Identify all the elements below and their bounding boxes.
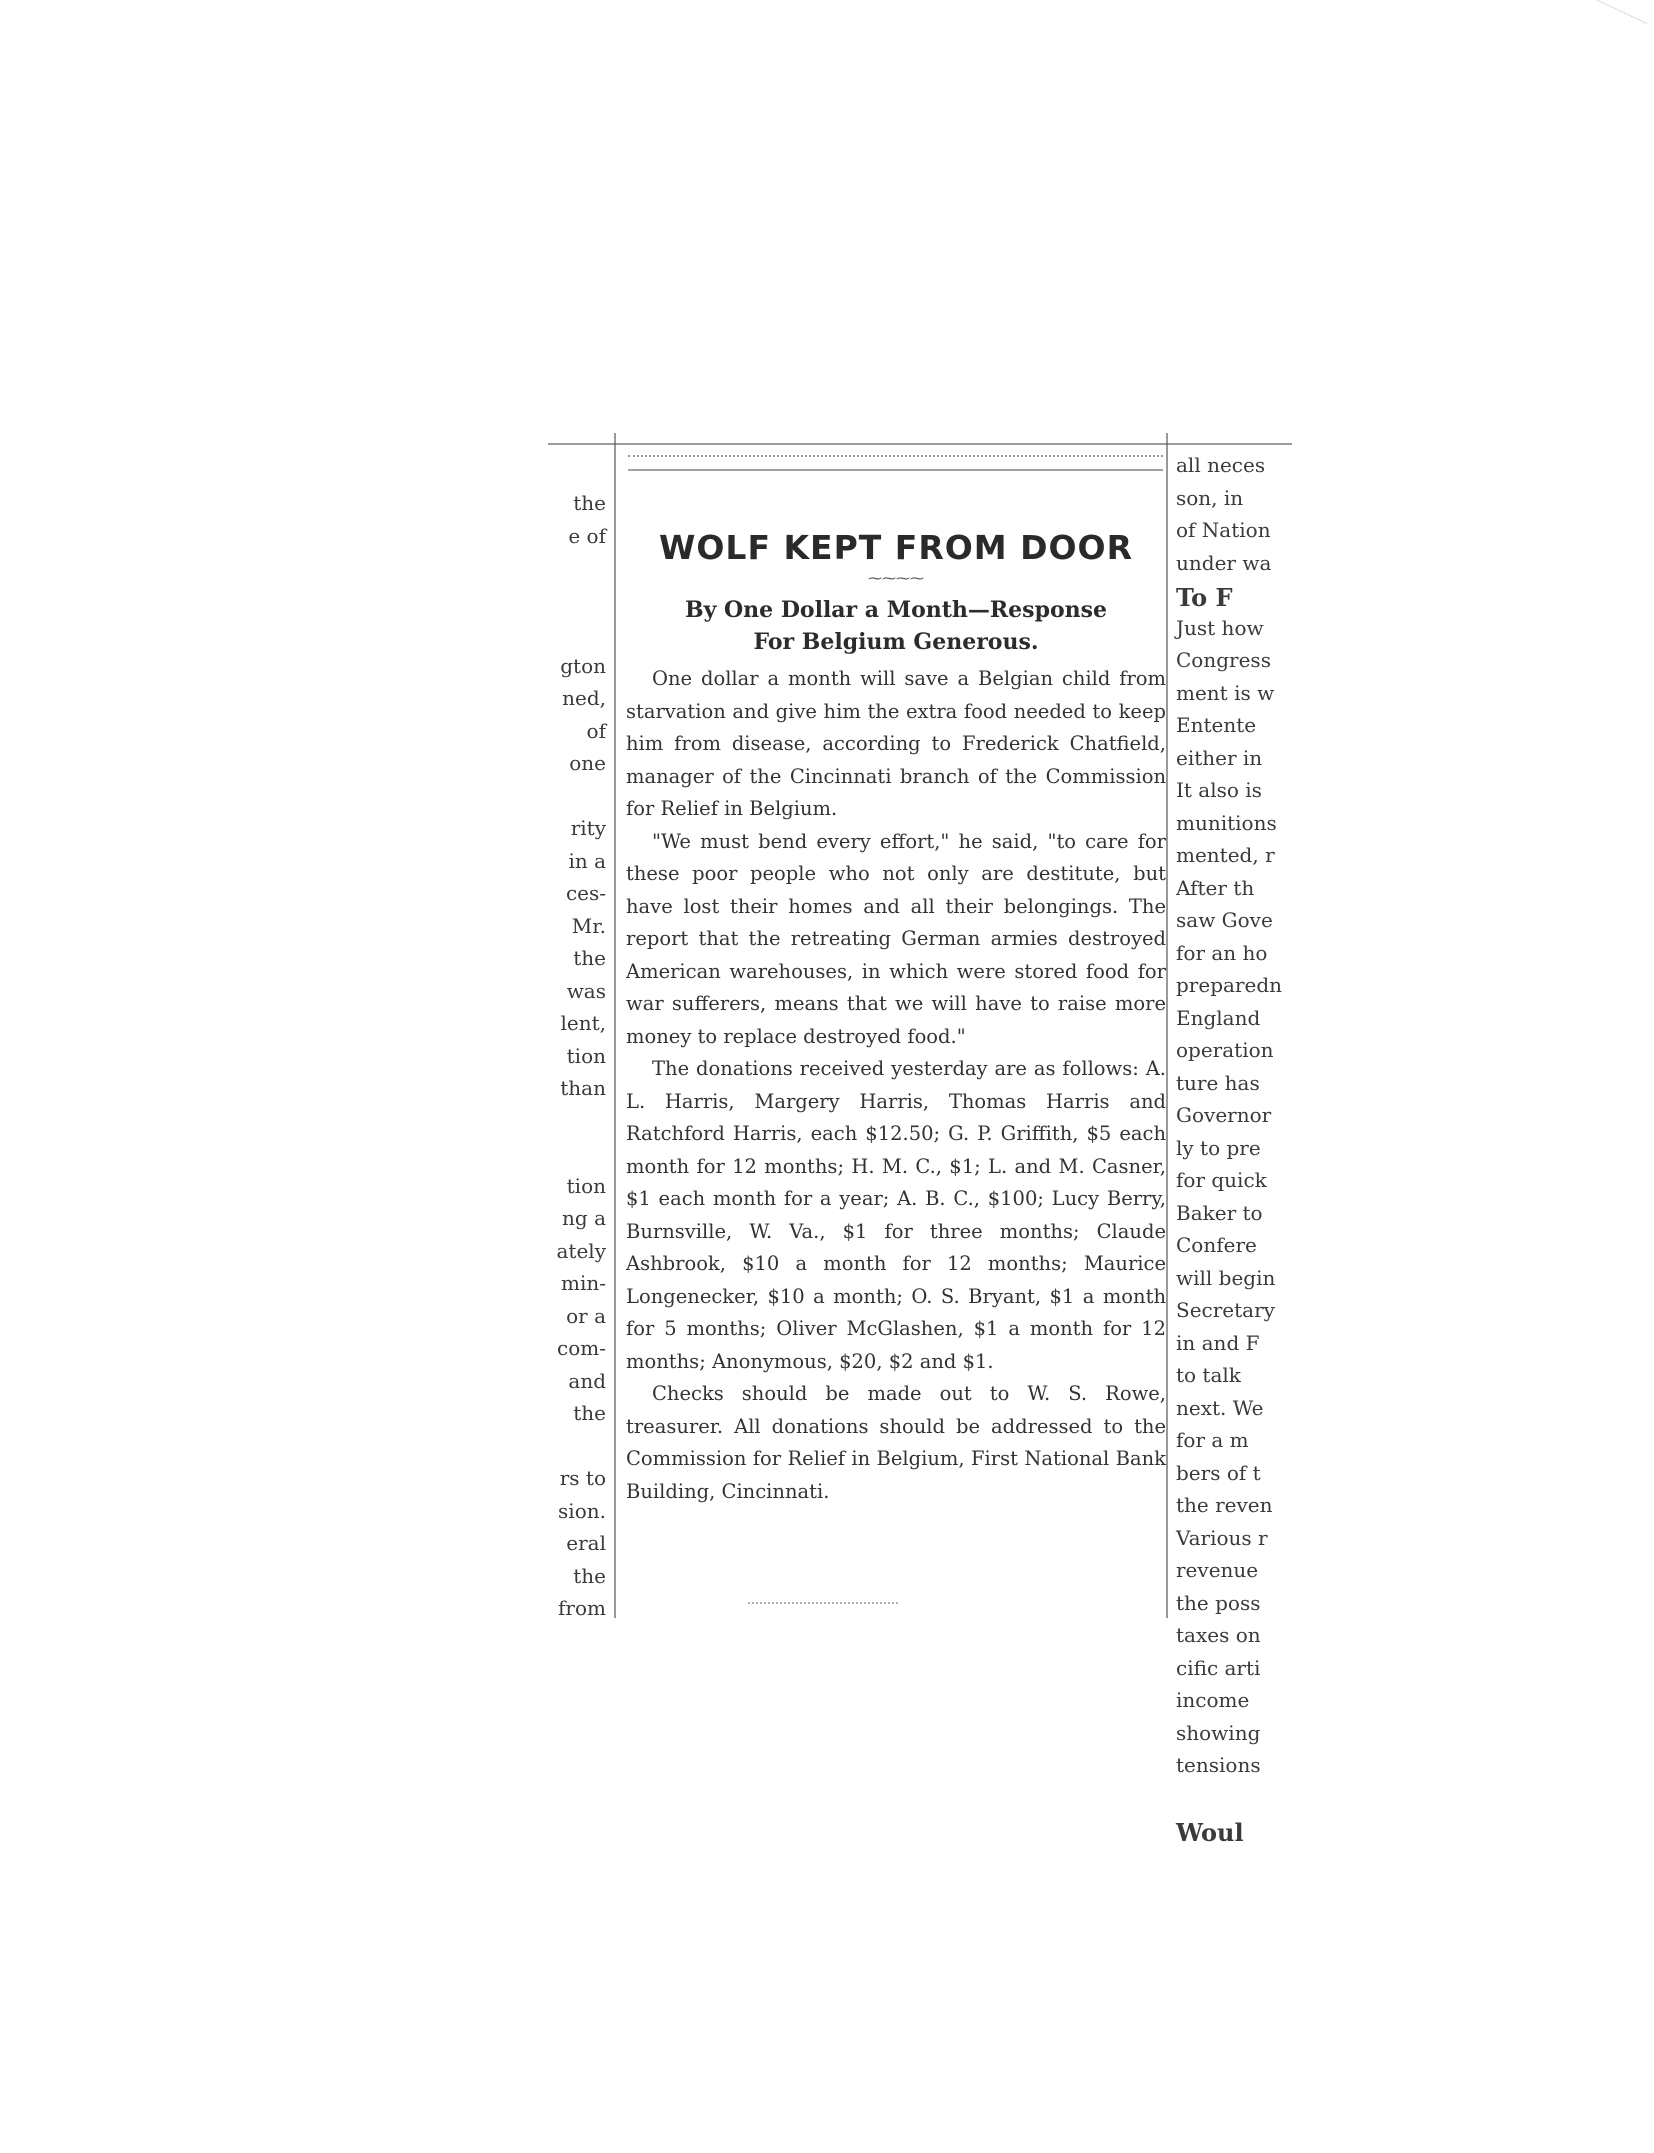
fragment: mented, r: [1176, 843, 1275, 867]
fragment: It also is: [1176, 778, 1262, 802]
fragment: Baker to: [1176, 1200, 1263, 1225]
fragment: tion: [566, 1173, 606, 1198]
fragment: rity: [570, 816, 606, 840]
fragment: for quick: [1176, 1168, 1267, 1192]
fragment: the: [573, 1401, 606, 1425]
fragment: [548, 1109, 610, 1142]
ornamental-rule: [628, 455, 1163, 471]
fragment: the: [573, 946, 606, 970]
fragment: Congress: [1176, 648, 1271, 672]
left-column-fragments: [548, 491, 610, 1629]
fragment-heading: To F: [1176, 583, 1233, 612]
fragment: of: [586, 718, 606, 743]
fragment: cific arti: [1176, 1655, 1261, 1680]
fragment: of Nation: [1176, 518, 1271, 542]
article: [626, 528, 1166, 1508]
fragment: Governor: [1176, 1103, 1272, 1127]
fragment: the: [573, 1563, 606, 1588]
fragment: next. We: [1176, 1395, 1264, 1420]
fragment: After th: [1176, 875, 1255, 900]
fragment: than: [560, 1076, 606, 1100]
fragment: will begin: [1176, 1265, 1276, 1290]
fragment: rs to: [559, 1466, 606, 1490]
fragment: saw Gove: [1176, 908, 1273, 932]
fragment: [548, 1434, 610, 1467]
fragment: in and F: [1176, 1330, 1260, 1355]
fragment: son, in: [1176, 485, 1244, 510]
fragment: gton: [560, 653, 606, 678]
fragment: tion: [566, 1043, 606, 1068]
fragment: com-: [557, 1336, 606, 1360]
scan-speck: [1557, 0, 1647, 60]
fragment: ng a: [562, 1206, 606, 1230]
fragment: ment is w: [1176, 680, 1275, 705]
fragment: Various r: [1176, 1525, 1268, 1550]
fragment: ture has: [1176, 1070, 1260, 1095]
fragment: Just how: [1176, 615, 1264, 640]
fragment: e of: [568, 523, 606, 548]
fragment: for a m: [1176, 1428, 1249, 1452]
fragment: income: [1176, 1688, 1250, 1712]
fragment: showing: [1176, 1720, 1261, 1745]
fragment: [548, 784, 610, 817]
fragment: munitions: [1176, 810, 1277, 835]
fragment-heading: Woul: [1176, 1818, 1244, 1847]
fragment: Confere: [1176, 1233, 1257, 1257]
fragment: ces-: [565, 881, 606, 905]
fragment: [548, 589, 610, 622]
fragment: either in: [1176, 745, 1263, 770]
right-column-fragments: [1170, 453, 1310, 1851]
newspaper-clipping: [548, 433, 1292, 1847]
fragment: to talk: [1176, 1363, 1241, 1387]
fragment: the poss: [1176, 1590, 1261, 1615]
fragment: operation: [1176, 1038, 1274, 1062]
fragment: for an ho: [1176, 940, 1268, 965]
fragment: min-: [561, 1271, 606, 1295]
fragment: Mr.: [571, 913, 606, 938]
column-rule-left: [614, 433, 616, 1618]
article-headline: WOLF KEPT FROM DOOR: [658, 528, 1134, 567]
headline-ornament: ⁓⁓⁓⁓: [868, 571, 924, 587]
article-paragraph: One dollar a month will save a Belgian child from starvation and give him the extra food needed to keep him from disease, according to Frederick Chatfield, manager of the Cincinnati branch of the Commission for Relief in Belgium.: [626, 667, 1166, 820]
article-paragraph: Checks should be made out to W. S. Rowe, treasurer. All donations should be addressed to the Commission for Relief in Belgium, First National Bank Building, Cincinnati.: [626, 1382, 1166, 1503]
fragment: the reven: [1176, 1493, 1273, 1517]
fragment: bers of t: [1176, 1460, 1261, 1485]
fragment: one: [569, 751, 606, 775]
column-rule-right: [1166, 433, 1168, 1618]
fragment: under wa: [1176, 550, 1272, 575]
fragment: [548, 1141, 610, 1174]
fragment: all neces: [1176, 453, 1266, 477]
article-subhead-1: By One Dollar a Month—Response: [684, 597, 1108, 623]
fragment: tensions: [1176, 1753, 1261, 1777]
article-paragraph: The donations received yesterday are as follows: A. L. Harris, Margery Harris, Thomas Harris and Ratchford Harris, each $12.50; G. P. Griffith, $5 each month for 12 months; H. M. C., $1; L. and M. Casner, $1 each month for a year; A. B. C., $100; Lucy Berry, Burnsville, W. Va., $1 for three months; Claude Ashbrook, $10 a month for 12 months; Maurice Longenecker, $10 a month; O. S. Bryant, $1 a month for 5 months; Oliver McGlashen, $1 a month for 12 months; Anonymous, $20, $2 and $1.: [626, 1057, 1166, 1373]
fragment: preparedn: [1176, 973, 1283, 997]
bottom-ornament: [748, 1602, 898, 1608]
fragment: ned,: [562, 686, 606, 710]
article-body: [626, 663, 1166, 1508]
fragment: ately: [556, 1238, 606, 1263]
fragment: [1170, 1786, 1310, 1819]
fragment: the: [573, 491, 606, 515]
fragment: [548, 621, 610, 654]
fragment: and: [568, 1368, 606, 1393]
top-rule: [548, 443, 1292, 445]
fragment: eral: [566, 1531, 606, 1555]
fragment: in a: [568, 848, 606, 873]
fragment: ly to pre: [1176, 1135, 1261, 1160]
fragment: lent,: [560, 1011, 606, 1035]
fragment: Secretary: [1176, 1298, 1275, 1322]
fragment: taxes on: [1176, 1623, 1261, 1647]
fragment: or a: [566, 1303, 606, 1328]
fragment: revenue: [1176, 1558, 1259, 1582]
fragment: England: [1176, 1005, 1261, 1030]
article-subhead-2: For Belgium Generous.: [753, 629, 1039, 655]
fragment: Entente: [1176, 713, 1257, 737]
fragment: sion.: [558, 1498, 606, 1523]
fragment: from: [558, 1596, 606, 1620]
article-paragraph: "We must bend every effort," he said, "to care for these poor people who not only are destitute, but have lost their homes and all their belongings. The report that the retreating German armies destroyed American warehouses, in which were stored food for war sufferers, means that we will have to raise more money to replace destroyed food.": [626, 829, 1166, 1048]
fragment: was: [566, 978, 606, 1003]
fragment: [548, 556, 610, 589]
